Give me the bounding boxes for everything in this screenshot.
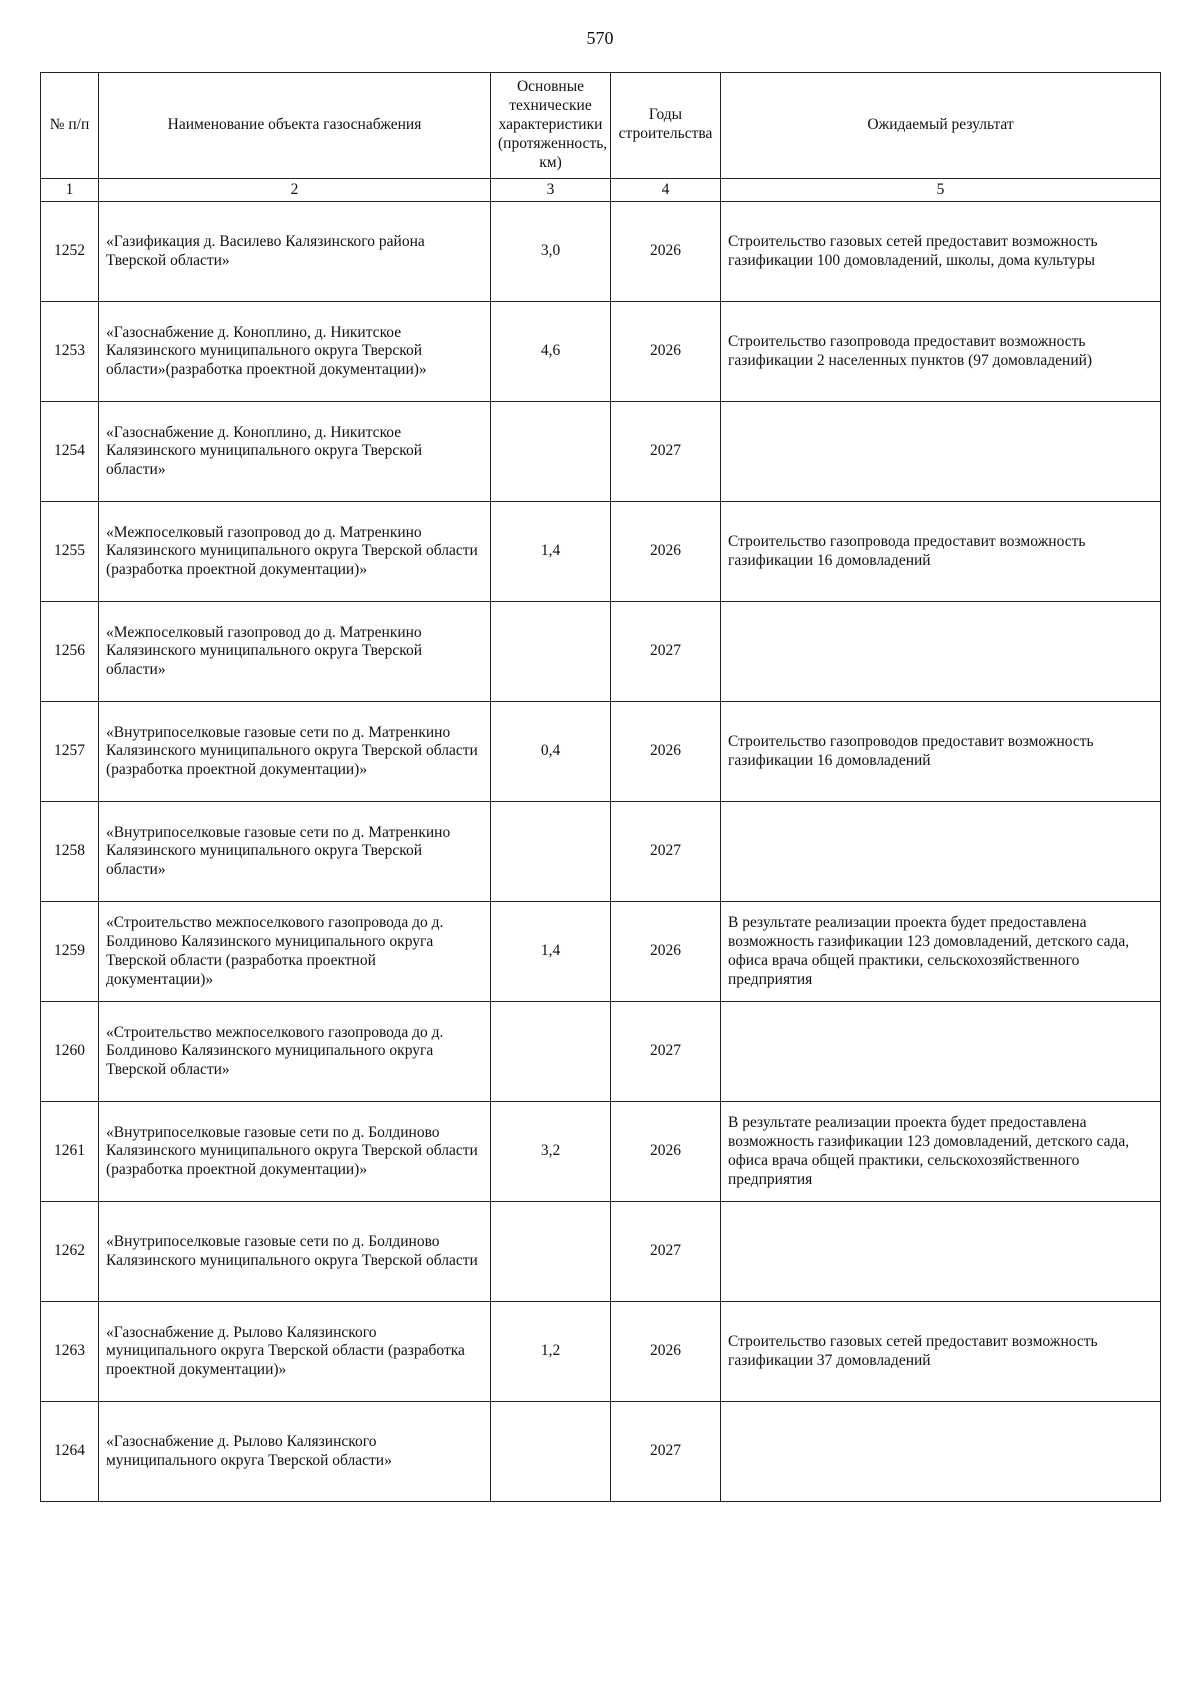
table-row xyxy=(41,202,1161,302)
table-body xyxy=(41,202,1161,1502)
object-name: «Газификация д. Василево Калязинского района Тверской области» xyxy=(99,202,491,302)
table-row xyxy=(41,1102,1161,1202)
column-index: 4 xyxy=(611,178,721,202)
pipeline-length xyxy=(491,1202,611,1302)
header-name: Наименование объекта газоснабжения xyxy=(99,73,491,179)
table-row xyxy=(41,402,1161,502)
construction-years: 2027 xyxy=(611,1002,721,1102)
table-row xyxy=(41,502,1161,602)
table-row xyxy=(41,1402,1161,1502)
expected-result: Строительство газовых сетей предоставит возможность газификации 37 домовладений xyxy=(721,1302,1161,1402)
object-name: «Внутрипоселковые газовые сети по д. Болдиново Калязинского муниципального округа Тверской области (разработка проектной документации)» xyxy=(99,1102,491,1202)
construction-years: 2026 xyxy=(611,1302,721,1402)
column-index: 1 xyxy=(41,178,99,202)
object-name: «Газоснабжение д. Коноплино, д. Никитское Калязинского муниципального округа Тверской области»(разработка проектной документации)» xyxy=(99,302,491,402)
header-result: Ожидаемый результат xyxy=(721,73,1161,179)
row-number: 1261 xyxy=(41,1102,99,1202)
expected-result xyxy=(721,1202,1161,1302)
object-name: «Внутрипоселковые газовые сети по д. Болдиново Калязинского муниципального округа Тверской области xyxy=(99,1202,491,1302)
row-number: 1264 xyxy=(41,1402,99,1502)
pipeline-length: 1,4 xyxy=(491,502,611,602)
column-index: 2 xyxy=(99,178,491,202)
object-name: «Строительство межпоселкового газопровода до д. Болдиново Калязинского муниципального округа Тверской области» xyxy=(99,1002,491,1102)
object-name: «Внутрипоселковые газовые сети по д. Матренкино Калязинского муниципального округа Тверской области (разработка проектной документации)» xyxy=(99,702,491,802)
pipeline-length: 4,6 xyxy=(491,302,611,402)
header-row xyxy=(41,73,1161,179)
pipeline-length xyxy=(491,402,611,502)
header-years: Годы строительства xyxy=(611,73,721,179)
expected-result: Строительство газопровода предоставит возможность газификации 2 населенных пунктов (97 домовладений) xyxy=(721,302,1161,402)
object-name: «Газоснабжение д. Рылово Калязинского муниципального округа Тверской области» xyxy=(99,1402,491,1502)
row-number: 1258 xyxy=(41,802,99,902)
header-length: Основные технические характеристики (протяженность, км) xyxy=(491,73,611,179)
pipeline-length: 1,4 xyxy=(491,902,611,1002)
construction-years: 2027 xyxy=(611,802,721,902)
object-name: «Строительство межпоселкового газопровода до д. Болдиново Калязинского муниципального округа Тверской области (разработка проектной документации)» xyxy=(99,902,491,1002)
table-row xyxy=(41,702,1161,802)
expected-result: В результате реализации проекта будет предоставлена возможность газификации 123 домовладений, детского сада, офиса врача общей практики, сельскохозяйственного предприятия xyxy=(721,902,1161,1002)
row-number: 1252 xyxy=(41,202,99,302)
expected-result xyxy=(721,602,1161,702)
row-number: 1263 xyxy=(41,1302,99,1402)
pipeline-length xyxy=(491,1002,611,1102)
construction-years: 2027 xyxy=(611,1402,721,1502)
pipeline-length: 0,4 xyxy=(491,702,611,802)
expected-result: Строительство газопровода предоставит возможность газификации 16 домовладений xyxy=(721,502,1161,602)
expected-result: Строительство газовых сетей предоставит возможность газификации 100 домовладений, школы, дома культуры xyxy=(721,202,1161,302)
object-name: «Внутрипоселковые газовые сети по д. Матренкино Калязинского муниципального округа Тверской области» xyxy=(99,802,491,902)
construction-years: 2027 xyxy=(611,1202,721,1302)
construction-years: 2026 xyxy=(611,1102,721,1202)
pipeline-length: 3,0 xyxy=(491,202,611,302)
column-index: 3 xyxy=(491,178,611,202)
object-name: «Газоснабжение д. Рылово Калязинского муниципального округа Тверской области (разработка проектной документации)» xyxy=(99,1302,491,1402)
object-name: «Межпоселковый газопровод до д. Матренкино Калязинского муниципального округа Тверской области» xyxy=(99,602,491,702)
table-row xyxy=(41,302,1161,402)
gasification-table xyxy=(40,72,1161,1502)
table-row xyxy=(41,1202,1161,1302)
row-number: 1260 xyxy=(41,1002,99,1102)
row-number: 1256 xyxy=(41,602,99,702)
row-number: 1255 xyxy=(41,502,99,602)
construction-years: 2026 xyxy=(611,902,721,1002)
column-index-row xyxy=(41,178,1161,202)
row-number: 1253 xyxy=(41,302,99,402)
row-number: 1259 xyxy=(41,902,99,1002)
column-index: 5 xyxy=(721,178,1161,202)
row-number: 1257 xyxy=(41,702,99,802)
row-number: 1262 xyxy=(41,1202,99,1302)
expected-result: Строительство газопроводов предоставит возможность газификации 16 домовладений xyxy=(721,702,1161,802)
expected-result: В результате реализации проекта будет предоставлена возможность газификации 123 домовладений, детского сада, офиса врача общей практики, сельскохозяйственного предприятия xyxy=(721,1102,1161,1202)
pipeline-length xyxy=(491,1402,611,1502)
pipeline-length: 1,2 xyxy=(491,1302,611,1402)
construction-years: 2026 xyxy=(611,302,721,402)
pipeline-length xyxy=(491,802,611,902)
pipeline-length xyxy=(491,602,611,702)
page-number: 570 xyxy=(586,28,614,48)
construction-years: 2026 xyxy=(611,502,721,602)
expected-result xyxy=(721,1402,1161,1502)
table-row xyxy=(41,1302,1161,1402)
object-name: «Межпоселковый газопровод до д. Матренкино Калязинского муниципального округа Тверской области (разработка проектной документации)» xyxy=(99,502,491,602)
table-row xyxy=(41,802,1161,902)
table-header xyxy=(41,73,1161,202)
header-num: № п/п xyxy=(41,73,99,179)
table-row xyxy=(41,902,1161,1002)
expected-result xyxy=(721,402,1161,502)
expected-result xyxy=(721,802,1161,902)
construction-years: 2027 xyxy=(611,602,721,702)
table-row xyxy=(41,602,1161,702)
row-number: 1254 xyxy=(41,402,99,502)
expected-result xyxy=(721,1002,1161,1102)
object-name: «Газоснабжение д. Коноплино, д. Никитское Калязинского муниципального округа Тверской области» xyxy=(99,402,491,502)
pipeline-length: 3,2 xyxy=(491,1102,611,1202)
table-row xyxy=(41,1002,1161,1102)
construction-years: 2027 xyxy=(611,402,721,502)
construction-years: 2026 xyxy=(611,202,721,302)
construction-years: 2026 xyxy=(611,702,721,802)
